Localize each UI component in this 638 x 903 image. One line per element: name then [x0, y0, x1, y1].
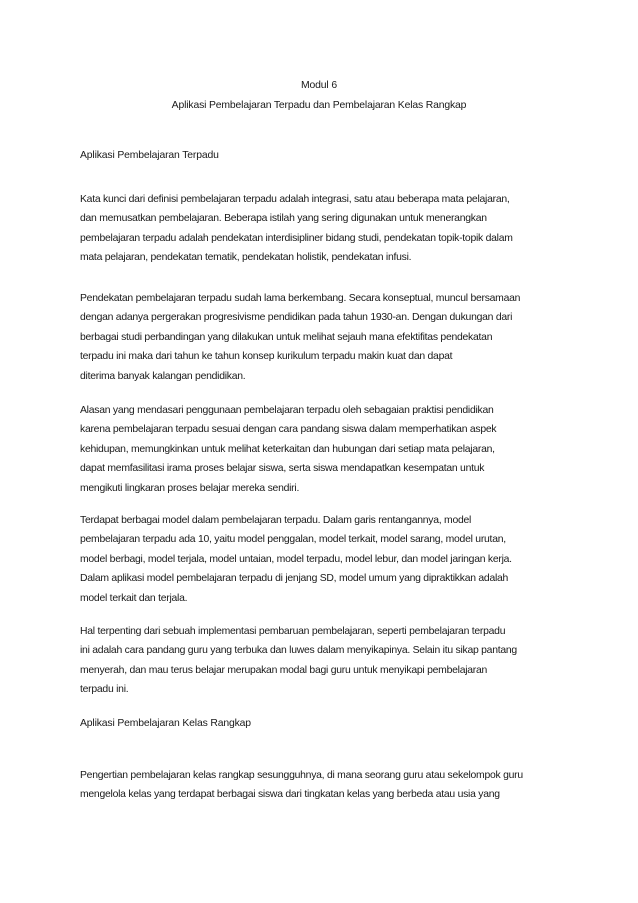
paragraph-line: Hal terpenting dari sebuah implementasi pembaruan pembelajaran, seperti pembelajaran terpadu [80, 626, 506, 637]
paragraph-line: diterima banyak kalangan pendidikan. [80, 370, 246, 382]
paragraph-2 [80, 289, 562, 386]
document-title: Aplikasi Pembelajaran Terpadu dan Pembelajaran Kelas Rangkap [171, 100, 467, 111]
paragraph-line: mengelola kelas yang terdapat berbagai siswa dari tingkatan kelas yang berbeda atau usia yang [80, 789, 500, 801]
paragraph-line: pembelajaran terpadu ada 10, yaitu model penggalan, model terkait, model sarang, model urutan, [80, 534, 506, 546]
paragraph-line: pembelajaran terpadu adalah pendekatan interdisipliner bidang studi, pendekatan topik-topik dalam [80, 232, 513, 244]
paragraph-line: dapat memfasilitasi irama proses belajar siswa, serta siswa mendapatkan kesempatan untuk [80, 463, 485, 475]
paragraph-line: model terkait dan terjala. [80, 592, 188, 604]
paragraph-5 [80, 622, 562, 700]
paragraph-line: kehidupan, memungkinkan untuk melihat keterkaitan dan hubungan dari setiap mata pelajaran, [80, 443, 495, 455]
paragraph-6 [80, 766, 562, 805]
paragraph-line: Kata kunci dari definisi pembelajaran terpadu adalah integrasi, satu atau beberapa mata pelajaran, [80, 194, 510, 205]
section-heading-kelas-rangkap: Aplikasi Pembelajaran Kelas Rangkap [80, 718, 251, 729]
paragraph-line: dan memusatkan pembelajaran. Beberapa istilah yang sering digunakan untuk menerangkan [80, 213, 487, 225]
paragraph-line: mata pelajaran, pendekatan tematik, pendekatan holistik, pendekatan infusi. [80, 252, 412, 264]
paragraph-3 [80, 401, 562, 498]
paragraph-line: terpadu ini maka dari tahun ke tahun konsep kurikulum terpadu makin kuat dan dapat [80, 351, 453, 363]
paragraph-line: Alasan yang mendasari penggunaan pembelajaran terpadu oleh sebagaian praktisi pendidikan [80, 405, 494, 416]
paragraph-line: Pengertian pembelajaran kelas rangkap sesungguhnya, di mana seorang guru atau sekelompok guru [80, 770, 523, 781]
paragraph-line: mengikuti lingkaran proses belajar mereka sendiri. [80, 482, 300, 494]
paragraph-line: dengan adanya pergerakan progresivisme pendidikan pada tahun 1930-an. Dengan dukungan dari [80, 312, 513, 324]
paragraph-line: Terdapat berbagai model dalam pembelajaran terpadu. Dalam garis rentangannya, model [80, 515, 472, 526]
paragraph-line: berbagai studi perbandingan yang dilakukan untuk melihat sejauh mana efektifitas pendekatan [80, 331, 493, 343]
paragraph-line: terpadu ini. [80, 684, 129, 696]
paragraph-4 [80, 511, 562, 608]
section-heading-terpadu: Aplikasi Pembelajaran Terpadu [80, 150, 219, 161]
paragraph-1 [80, 190, 562, 268]
paragraph-line: karena pembelajaran terpadu sesuai dengan cara pandang siswa dalam memperhatikan aspek [80, 424, 497, 436]
paragraph-line: ini adalah cara pandang guru yang terbuka dan luwes dalam menyikapinya. Selain itu sikap pantang [80, 645, 517, 657]
paragraph-line: Pendekatan pembelajaran terpadu sudah lama berkembang. Secara konseptual, muncul bersamaan [80, 293, 521, 304]
paragraph-line: menyerah, dan mau terus belajar merupakan modal bagi guru untuk menyikapi pembelajaran [80, 664, 488, 676]
paragraph-line: Dalam aplikasi model pembelajaran terpadu di jenjang SD, model umum yang dipraktikkan adalah [80, 573, 509, 585]
paragraph-line: model berbagi, model terjala, model untaian, model terpadu, model lebur, dan model jaringan kerja. [80, 553, 512, 565]
module-number: Modul 6 [301, 80, 337, 91]
